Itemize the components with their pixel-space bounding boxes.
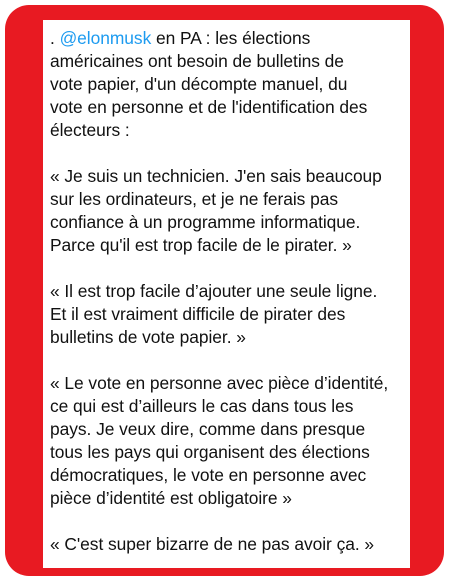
mention-link[interactable]: @elonmusk <box>59 28 152 48</box>
intro-text: en PA : les élections américaines ont besoin de bulletins de vote papier, d'un décompte manuel, du vote en personne et de l'identification des électeurs : <box>50 28 368 140</box>
quote-paragraph-1: « Je suis un technicien. J'en sais beaucoup sur les ordinateurs, et je ne ferais pas confiance à un programme informatique. Parce qu'il est trop facile de le pirater. » <box>50 166 382 255</box>
intro-prefix: . <box>50 28 60 48</box>
quote-paragraph-2: « Il est trop facile d’ajouter une seule ligne. Et il est vraiment difficile de pirater des bulletins de vote papier. » <box>50 281 378 347</box>
intro-paragraph <box>50 27 410 142</box>
post-text <box>50 27 410 556</box>
quote-paragraph-3: « Le vote en personne avec pièce d’identité, ce qui est d’ailleurs le cas dans tous les pays. Je veux dire, comme dans presque tous les pays qui organisent des élections démocratiques, le vote en personne avec pièce d’identité est obligatoire » <box>50 373 389 508</box>
quote-paragraph-4: « C'est super bizarre de ne pas avoir ça. » <box>50 534 375 554</box>
